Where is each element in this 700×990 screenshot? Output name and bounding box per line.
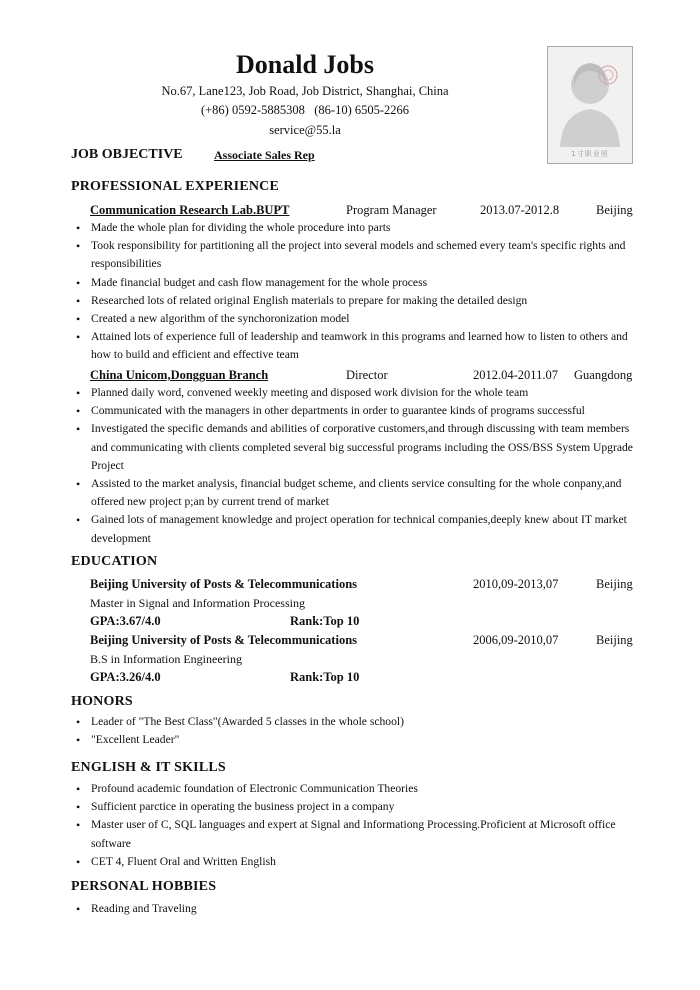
list-item: • Took responsibility for partitioning all the project into several models and schemed every team's specific rights and responsibilities (73, 237, 633, 273)
list-item: • Attained lots of experience full of leadership and teamwork in this programs and learned how to listen to others and how to build and efficient and effective team (73, 328, 633, 364)
school-1-name: Beijing University of Posts & Telecommunications (90, 577, 358, 591)
job-2-role: Director (346, 368, 388, 382)
phone-numbers: (+86) 0592-5885308 (86-10) 6505-2266 (200, 103, 410, 117)
person-silhouette-icon (548, 47, 632, 163)
job-1-date: 2013.07-2012.8 (480, 203, 560, 217)
skills-list (73, 780, 633, 871)
list-item: • Assisted to the market analysis, financial budget scheme, and clients service consulting for the whole conpany,and offered new project p;an by current trend of market (73, 475, 633, 511)
hobbies-list (73, 900, 633, 918)
list-item: • Planned daily word, convened weekly meeting and disposed work division for the whole team (73, 384, 633, 402)
honors-list (73, 713, 633, 749)
school-2-city: Beijing (596, 633, 633, 647)
list-item: • Researched lots of related original English materials to prepare for making the detailed design (73, 292, 633, 310)
school-2-rank: Rank:Top 10 (290, 670, 360, 684)
section-title-education: EDUCATION (71, 554, 158, 569)
list-item: • Gained lots of management knowledge and project operation for technical companies,deeply knew about IT market development (73, 511, 633, 547)
school-1-gpa: GPA:3.67/4.0 (90, 614, 161, 628)
school-1-degree: Master in Signal and Information Processing (90, 596, 305, 610)
list-item: • Leader of "The Best Class"(Awarded 5 classes in the whole school) (73, 713, 633, 731)
section-title-hobbies: PERSONAL HOBBIES (71, 879, 217, 894)
list-item: • Made the whole plan for dividing the whole procedure into parts (73, 219, 633, 237)
job-2-org: China Unicom,Dongguan Branch (90, 368, 269, 382)
job-objective-label: JOB OBJECTIVE (71, 147, 183, 162)
job-2-bullets (73, 384, 633, 548)
school-2-name: Beijing University of Posts & Telecommunications (90, 633, 358, 647)
list-item: • Made financial budget and cash flow management for the whole process (73, 274, 633, 292)
school-1-date: 2010,09-2013,07 (473, 577, 559, 591)
list-item: • CET 4, Fluent Oral and Written English (73, 853, 633, 871)
photo-caption: 1寸职业照 (571, 150, 609, 158)
section-title-skills: ENGLISH & IT SKILLS (71, 760, 226, 775)
email: service@55.la (269, 123, 341, 137)
job-1-bullets (73, 219, 633, 365)
school-1-city: Beijing (596, 577, 633, 591)
list-item: • Investigated the specific demands and abilities of corporative customers,and through discussing with team members and communicating with clients completed several big successful programs including the OSS/BSS System Upgrade Project (73, 420, 633, 475)
list-item: • Master user of C, SQL languages and expert at Signal and Informationg Processing.Proficient at Microsoft office software (73, 816, 633, 852)
job-2-city: Guangdong (574, 368, 633, 382)
list-item: • Reading and Traveling (73, 900, 633, 918)
school-2-degree: B.S in Information Engineering (90, 652, 242, 666)
list-item: • Profound academic foundation of Electronic Communication Theories (73, 780, 633, 798)
list-item: • "Excellent Leader" (73, 731, 633, 749)
job-2-date: 2012.04-2011.07 (473, 368, 558, 382)
photo-placeholder (547, 46, 633, 164)
school-1-rank: Rank:Top 10 (290, 614, 360, 628)
job-1-city: Beijing (596, 203, 633, 217)
resume-name: Donald Jobs (236, 50, 374, 79)
section-title-honors: HONORS (71, 694, 133, 709)
school-2-date: 2006,09-2010,07 (473, 633, 559, 647)
address: No.67, Lane123, Job Road, Job District, Shanghai, China (161, 84, 449, 98)
job-1-org: Communication Research Lab.BUPT (90, 203, 290, 217)
job-1-role: Program Manager (346, 203, 437, 217)
list-item: • Communicated with the managers in other departments in order to guarantee kinds of programs successful (73, 402, 633, 420)
section-title-experience: PROFESSIONAL EXPERIENCE (71, 179, 280, 194)
list-item: • Created a new algorithm of the synchoronization model (73, 310, 633, 328)
school-2-gpa: GPA:3.26/4.0 (90, 670, 161, 684)
list-item: • Sufficient parctice in operating the business project in a company (73, 798, 633, 816)
job-objective-value: Associate Sales Rep (214, 148, 315, 162)
